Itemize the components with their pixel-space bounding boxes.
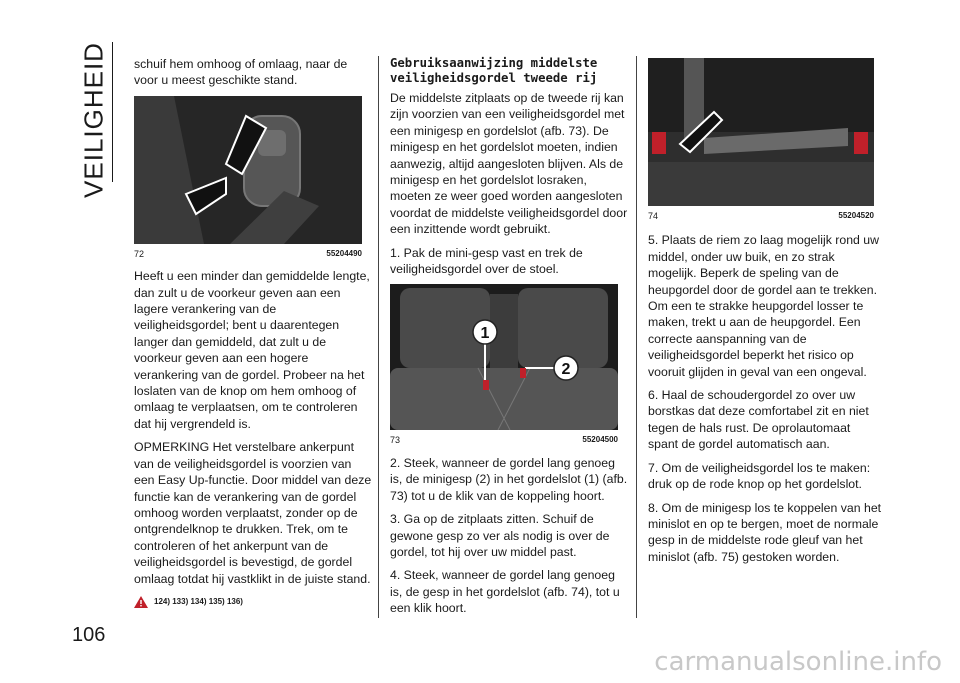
section-divider [112, 42, 113, 182]
watermark: carmanualsonline.info [654, 647, 942, 677]
warning-icon [134, 596, 148, 608]
step-5: 5. Plaats de riem zo laag mogelijk rond uw middel, onder uw buik, en zo strak mogelijk. Beperk de speling van de heupgordel door de gordel aan te trekken. Om een te strakke heupgordel losser te maken, trekt u aan de heupgordel. Een correcte aanspanning van de veiligheidsgordel beperkt het risico op vooruit glijden in geval van een ongeval. [648, 233, 880, 379]
section-heading: Gebruiksaanwijzing middelste veiligheidsgordel tweede rij [390, 56, 598, 85]
paragraph: Heeft u een minder dan gemiddelde lengte, dan zult u de voorkeur geven aan een lagere verankering van de veiligheidsgordel; bent u daarentegen langer dan gemiddeld, dat zult u de voorkeur geven aan een hogere verankering van de gordel. Probeer na het loslaten van de knop om hem omhoog of omlaag te verplaatsen, om te controleren dat hij vergrendeld is. [134, 269, 370, 431]
paragraph: De middelste zitplaats op de tweede rij kan zijn voorzien van een veiligheidsgordel met een minigesp en gordelslot (afb. 73). De minigesp en het gordelslot moeten, indien aanwezig, altijd aangesloten blijven. Als de minigesp en het gordelslot losraken, moeten ze weer goed worden aangesloten voordat de middelste veiligheidsgordel door een inzittende wordt gebruikt. [390, 91, 628, 237]
step-7: 7. Om de veiligheidsgordel los te maken: druk op de rode knop op het gordelslot. [648, 460, 871, 492]
step-2: 2. Steek, wanneer de gordel lang genoeg is, de minigesp (2) in het gordelslot (1) (afb. 73) tot u de klik van de koppeling hoort. [390, 455, 628, 503]
column-divider [378, 56, 379, 618]
figure-73-callout-2: 2 [561, 361, 571, 379]
figure-73-callout-1: 1 [480, 325, 490, 343]
figure-73-number: 73 [390, 435, 401, 446]
figure-74-number: 74 [648, 211, 659, 221]
step-6: 6. Haal de schoudergordel zo over uw borstkas dat deze comfortabel zit en niet tegen de hals rust. De oprolautomaat spant de gordel automatisch aan. [648, 388, 869, 452]
figure-72-photo [134, 96, 362, 244]
step-4: 4. Steek, wanneer de gordel lang genoeg is, de gesp in het gordelslot (afb. 74), tot u een klik hoort. [390, 568, 620, 616]
figure-74-code: 55204520 [838, 211, 874, 220]
page-number: 106 [72, 624, 106, 646]
step-8: 8. Om de minigesp los te koppelen van het minislot en op te bergen, moet de normale gesp in de middelste rode gleuf van het minislot (afb. 75) gestoken worden. [648, 500, 882, 564]
note-paragraph: OPMERKING Het verstelbare ankerpunt van de veiligheidsgordel is voorzien van een Easy Up-functie. Door middel van deze functie kan de verankering van de gordel omhoog worden verplaatst, zonder op de ontgrendelknop te drukken. Trek, om te controleren of het ankerpunt van de veiligheidsgordel is bevestigd, de gordel omlaag totdat hij vastklikt in de juiste stand. [134, 440, 372, 586]
column-3 [648, 58, 882, 572]
figure-73-code: 55204500 [582, 435, 618, 445]
section-title: VEILIGHEID [78, 42, 109, 198]
figure-72-code: 55204490 [326, 248, 362, 258]
figure-73-photo [390, 284, 618, 430]
figure-74-photo [648, 58, 874, 206]
step-3: 3. Ga op de zitplaats zitten. Schuif de gewone gesp zo ver als nodig is over de gordel, tot hij over uw middel past. [390, 512, 610, 559]
intro-text: schuif hem omhoog of omlaag, naar de voor u meest geschikte stand. [134, 57, 348, 88]
warning-references: 124) 133) 134) 135) 136) [134, 594, 372, 610]
column-1 [134, 56, 372, 610]
column-divider [636, 56, 637, 618]
figure-72-number: 72 [134, 248, 145, 259]
column-2 [390, 56, 630, 624]
step-1: 1. Pak de mini-gesp vast en trek de veiligheidsgordel over de stoel. [390, 245, 583, 277]
